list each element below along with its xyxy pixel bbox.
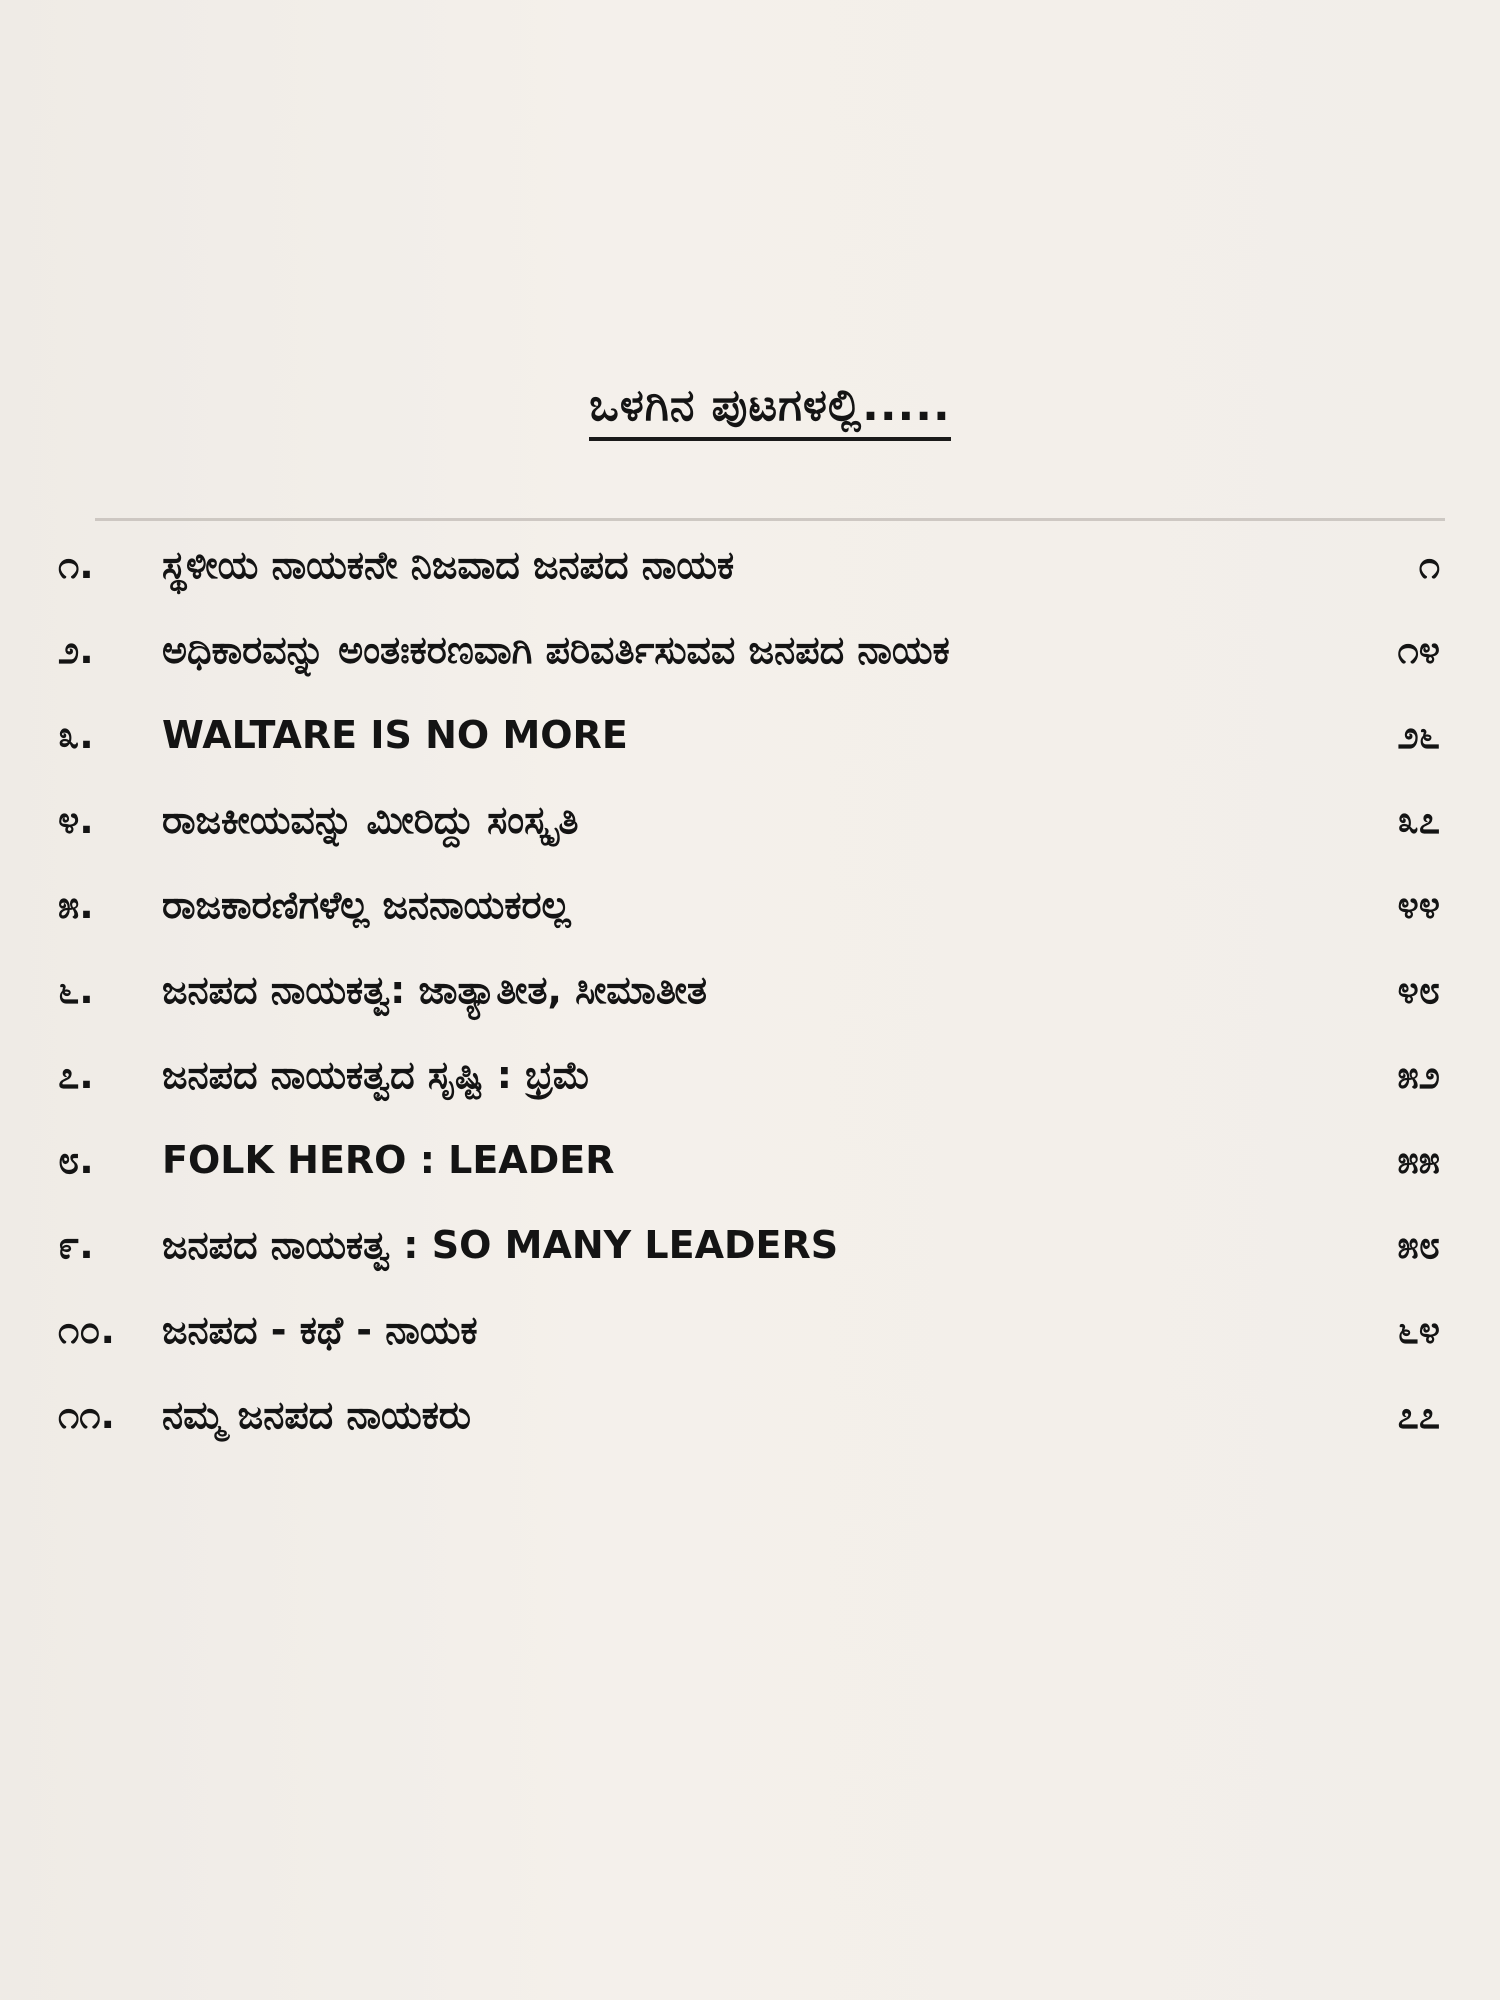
entry-number: ೭. — [58, 1053, 94, 1097]
entry-number: ೨. — [58, 628, 94, 672]
entry-title: WALTARE IS NO MORE — [162, 713, 628, 757]
entry-number: ೧೧. — [58, 1393, 115, 1437]
entry-title: ಸ್ಥಳೀಯ ನಾಯಕನೇ ನಿಜವಾದ ಜನಪದ ನಾಯಕ — [162, 543, 735, 587]
toc-entry-3 — [0, 700, 1500, 770]
entry-title: ಅಧಿಕಾರವನ್ನು ಅಂತಃಕರಣವಾಗಿ ಪರಿವರ್ತಿಸುವವ ಜನಪದ ನಾಯಕ — [162, 628, 950, 672]
contents-heading: ಒಳಗಿನ ಪುಟಗಳಲ್ಲಿ..... — [589, 380, 950, 441]
entry-page: ೫೨ — [1397, 1053, 1440, 1097]
entry-title: ನಮ್ಮ ಜನಪದ ನಾಯಕರು — [162, 1393, 471, 1437]
entry-title: ಜನಪದ ನಾಯಕತ್ವ : SO MANY LEADERS — [162, 1223, 839, 1267]
toc-entry-4 — [0, 785, 1500, 855]
entry-page: ೧೪ — [1397, 628, 1440, 672]
entry-page: ೪೮ — [1397, 968, 1440, 1012]
toc-entry-1 — [0, 530, 1500, 600]
toc-entry-5 — [0, 870, 1500, 940]
toc-entry-6 — [0, 955, 1500, 1025]
entry-title: ಜನಪದ ನಾಯಕತ್ವದ ಸೃಷ್ಟಿ : ಭ್ರಮೆ — [162, 1053, 591, 1097]
toc-entry-11 — [0, 1380, 1500, 1450]
entry-page: ೭೭ — [1397, 1393, 1440, 1437]
toc-entry-7 — [0, 1040, 1500, 1110]
entry-number: ೮. — [58, 1138, 94, 1182]
entry-number: ೧. — [58, 543, 94, 587]
toc-entry-8 — [0, 1125, 1500, 1195]
entry-title: FOLK HERO : LEADER — [162, 1138, 615, 1182]
entry-number: ೪. — [58, 798, 94, 842]
entry-page: ೬೪ — [1397, 1308, 1440, 1352]
entry-title: ಜನಪದ - ಕಥೆ - ನಾಯಕ — [162, 1308, 478, 1352]
entry-title: ರಾಜಕೀಯವನ್ನು ಮೀರಿದ್ದು ಸಂಸ್ಕೃತಿ — [162, 798, 579, 842]
entry-page: ೨೬ — [1397, 713, 1440, 757]
entry-page: ೪೪ — [1397, 883, 1440, 927]
heading-block — [0, 380, 1500, 441]
toc-entry-9 — [0, 1210, 1500, 1280]
entry-title: ರಾಜಕಾರಣಿಗಳೆಲ್ಲ ಜನನಾಯಕರಲ್ಲ — [162, 883, 571, 927]
entry-number: ೯. — [58, 1223, 94, 1267]
entry-page: ೫೫ — [1397, 1138, 1440, 1182]
entry-title: ಜನಪದ ನಾಯಕತ್ವ: ಜಾತ್ಯಾತೀತ, ಸೀಮಾತೀತ — [162, 968, 708, 1012]
toc-entry-2 — [0, 615, 1500, 685]
entry-page: ೩೭ — [1397, 798, 1440, 842]
entry-number: ೫. — [58, 883, 94, 927]
entry-page: ೧ — [1418, 543, 1440, 587]
entry-page: ೫೮ — [1397, 1223, 1440, 1267]
entry-number: ೧೦. — [58, 1308, 115, 1352]
entry-number: ೩. — [58, 713, 94, 757]
toc-entry-10 — [0, 1295, 1500, 1365]
divider — [95, 518, 1445, 521]
entry-number: ೬. — [58, 968, 94, 1012]
